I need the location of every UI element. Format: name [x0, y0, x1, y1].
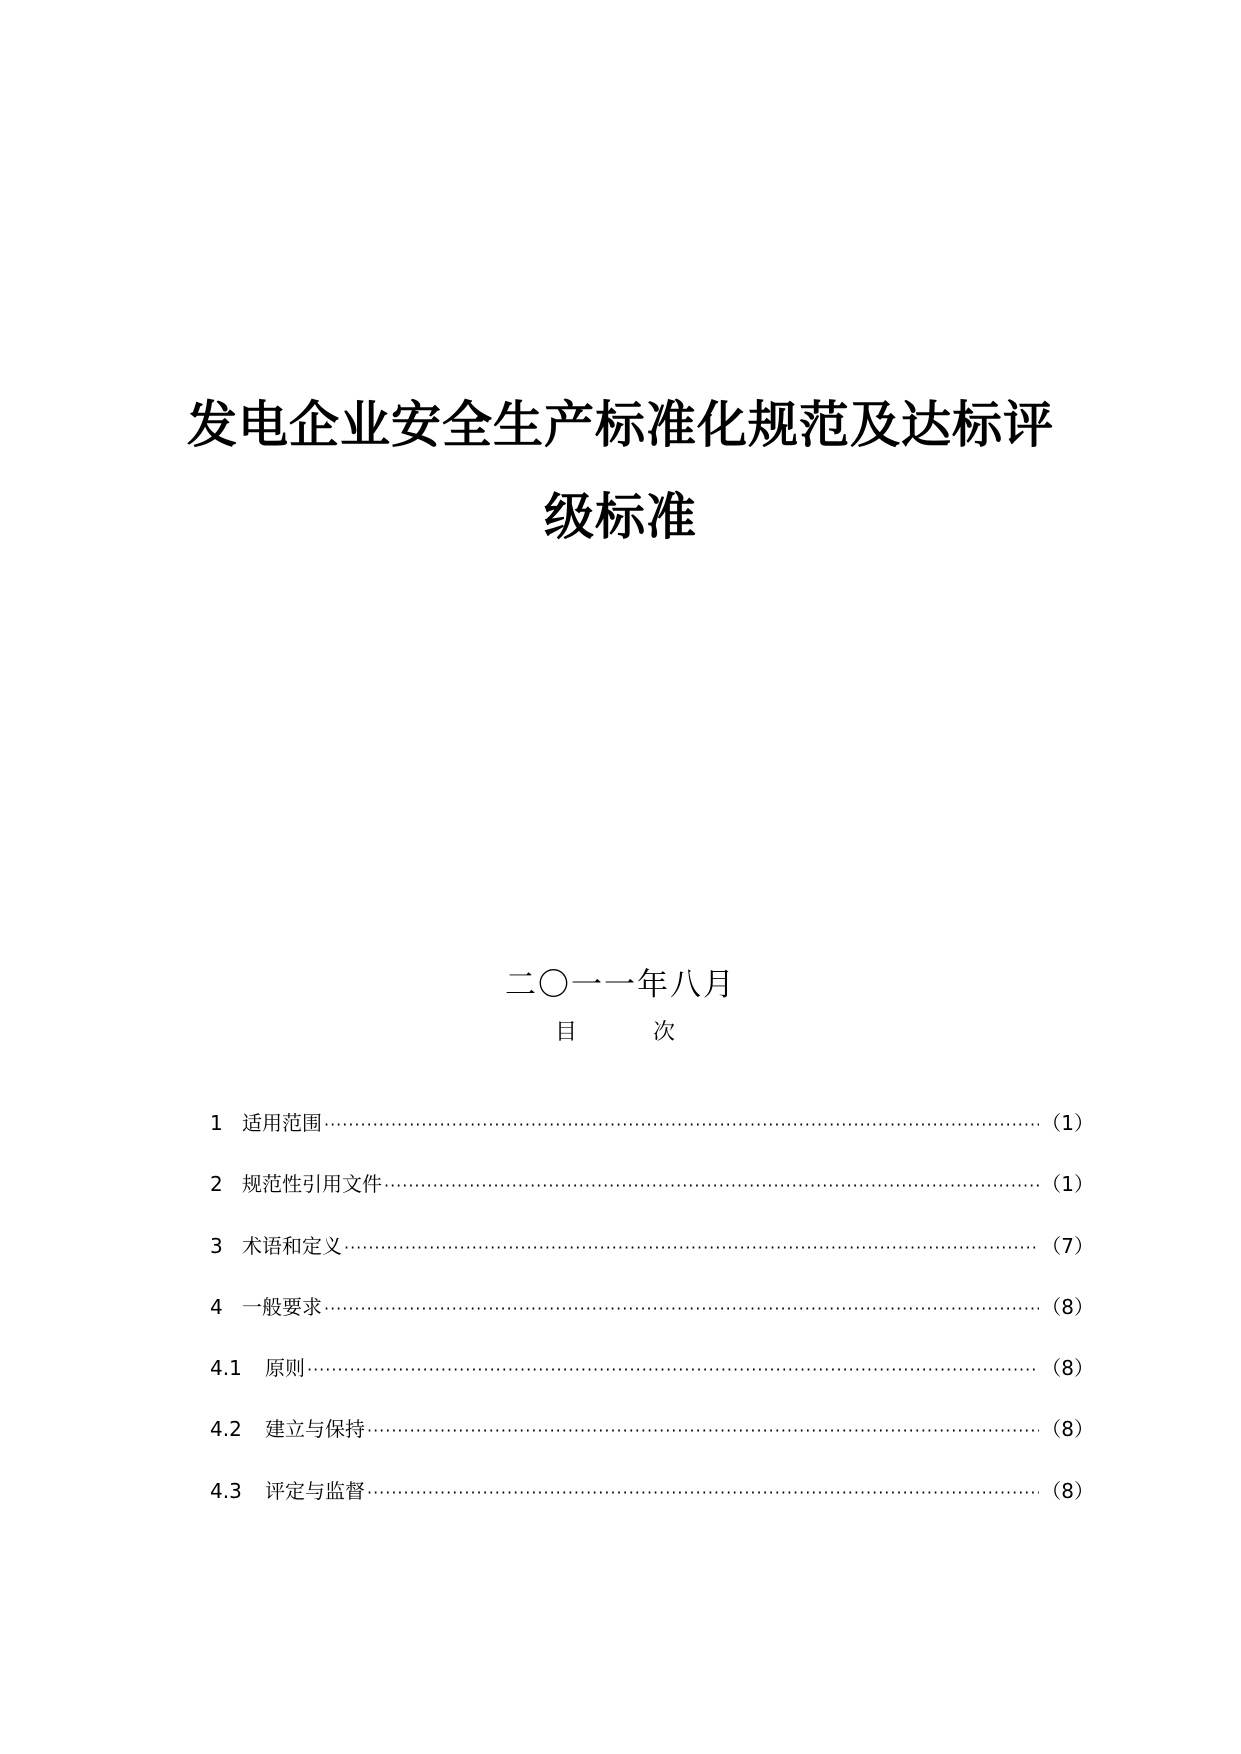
toc-entry-leader-dots	[367, 1418, 1039, 1444]
toc-entry-page: （8）	[1041, 1356, 1094, 1381]
toc-entry-leader-dots	[384, 1173, 1039, 1199]
toc-entry-page: （1）	[1041, 1172, 1094, 1197]
table-of-contents	[210, 1110, 1094, 1539]
toc-entry[interactable]	[210, 1233, 1094, 1294]
toc-entry-label: 规范性引用文件	[242, 1172, 382, 1197]
toc-entry-number: 4	[210, 1294, 223, 1319]
toc-entry[interactable]	[210, 1110, 1094, 1171]
toc-entry-page: （8）	[1041, 1294, 1094, 1319]
toc-entry-leader-dots	[324, 1112, 1039, 1138]
toc-entry-label: 适用范围	[242, 1111, 322, 1135]
toc-entry-number: 4.3	[210, 1478, 242, 1503]
toc-subentry[interactable]	[210, 1478, 1094, 1539]
toc-entry-label: 原则	[265, 1356, 305, 1381]
toc-entry-leader-dots	[344, 1235, 1039, 1261]
toc-entry-number: 2	[210, 1172, 223, 1197]
toc-heading-char-2: 次	[653, 1020, 676, 1045]
toc-entry-page: （1）	[1041, 1111, 1094, 1135]
document-title-line-2: 级标准	[544, 488, 697, 546]
toc-entry-number: 3	[210, 1233, 223, 1258]
toc-entry-label: 评定与监督	[265, 1478, 365, 1503]
toc-entry-number: 1	[210, 1111, 223, 1135]
toc-entry-number: 4.2	[210, 1417, 242, 1442]
toc-entry-leader-dots	[307, 1357, 1039, 1383]
document-date: 二〇一一年八月	[505, 967, 736, 1003]
toc-entry[interactable]	[210, 1171, 1094, 1232]
toc-entry-label: 建立与保持	[265, 1417, 365, 1442]
toc-entry-number: 4.1	[210, 1356, 242, 1381]
toc-subentry[interactable]	[210, 1416, 1094, 1477]
toc-entry-page: （7）	[1041, 1233, 1094, 1258]
toc-entry-page: （8）	[1041, 1478, 1094, 1503]
toc-entry-label: 一般要求	[242, 1294, 322, 1319]
toc-heading-char-1: 目	[555, 1020, 578, 1045]
document-title-line-1: 发电企业安全生产标准化规范及达标评	[187, 396, 1054, 454]
toc-entry[interactable]	[210, 1294, 1094, 1355]
toc-entry-label: 术语和定义	[242, 1233, 342, 1258]
toc-entry-leader-dots	[324, 1296, 1039, 1322]
toc-entry-leader-dots	[367, 1480, 1039, 1506]
toc-subentry[interactable]	[210, 1355, 1094, 1416]
toc-heading	[0, 1018, 1241, 1048]
toc-entry-page: （8）	[1041, 1417, 1094, 1442]
